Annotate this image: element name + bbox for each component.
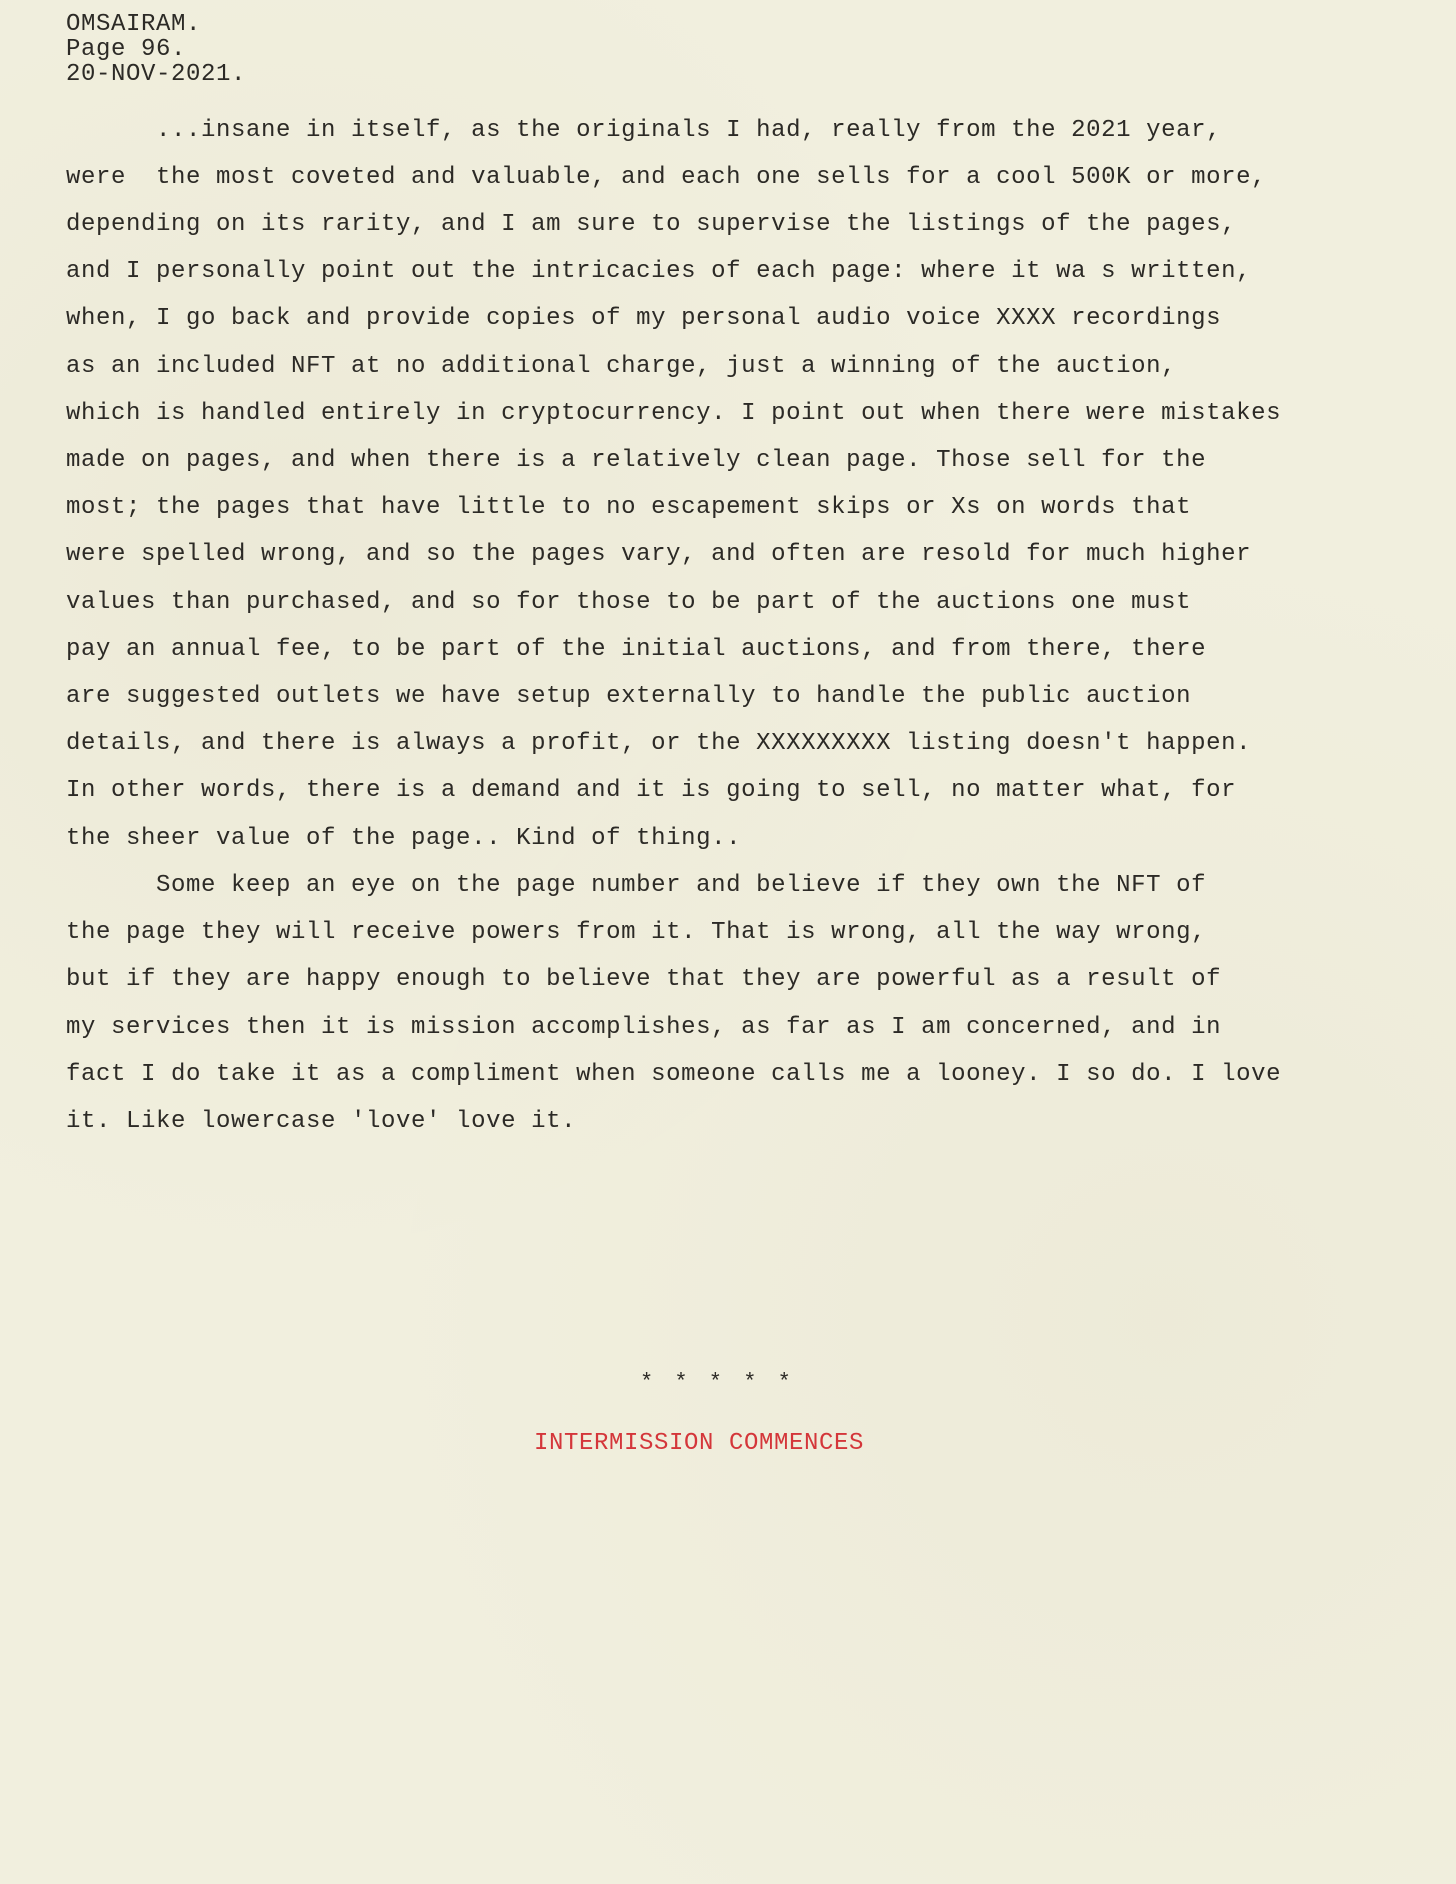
text-line: pay an annual fee, to be part of the initial auctions, and from there, there xyxy=(66,636,1207,663)
text-line: my services then it is mission accomplishes, as far as I am concerned, and in xyxy=(66,1014,1222,1041)
text-line: ...insane in itself, as the originals I had, really from the 2021 year, xyxy=(66,117,1222,144)
page-header xyxy=(66,12,246,87)
text-line: Some keep an eye on the page number and believe if they own the NFT of xyxy=(66,872,1207,899)
text-line: details, and there is always a profit, or the XXXXXXXXX listing doesn't happen. xyxy=(66,730,1252,757)
text-line: are suggested outlets we have setup externally to handle the public auction xyxy=(66,683,1192,710)
text-line: were spelled wrong, and so the pages vary, and often are resold for much higher xyxy=(66,541,1252,568)
header-title: OMSAIRAM. xyxy=(66,11,202,38)
text-line: the page they will receive powers from it. That is wrong, all the way wrong, xyxy=(66,919,1207,946)
text-line: which is handled entirely in cryptocurrency. I point out when there were mistakes xyxy=(66,400,1282,427)
text-line: the sheer value of the page.. Kind of thing.. xyxy=(66,825,742,852)
header-page-number: Page 96. xyxy=(66,36,187,63)
section-break-stars: * * * * * xyxy=(640,1370,795,1395)
text-line: depending on its rarity, and I am sure to supervise the listings of the pages, xyxy=(66,211,1237,238)
intermission-heading: INTERMISSION COMMENCES xyxy=(534,1430,865,1457)
text-line: fact I do take it as a compliment when someone calls me a looney. I so do. I love xyxy=(66,1061,1282,1088)
text-line: it. Like lowercase 'love' love it. xyxy=(66,1108,577,1135)
text-line: In other words, there is a demand and it is going to sell, no matter what, for xyxy=(66,777,1237,804)
text-line: values than purchased, and so for those to be part of the auctions one must xyxy=(66,589,1192,616)
text-line: and I personally point out the intricacies of each page: where it wa s written, xyxy=(66,258,1252,285)
text-line: were the most coveted and valuable, and each one sells for a cool 500K or more, xyxy=(66,164,1267,191)
text-line: made on pages, and when there is a relatively clean page. Those sell for the xyxy=(66,447,1207,474)
text-line: when, I go back and provide copies of my personal audio voice XXXX recordings xyxy=(66,305,1222,332)
text-line: as an included NFT at no additional charge, just a winning of the auction, xyxy=(66,353,1177,380)
header-date: 20-NOV-2021. xyxy=(66,61,247,88)
text-line: most; the pages that have little to no escapement skips or Xs on words that xyxy=(66,494,1192,521)
text-line: but if they are happy enough to believe that they are powerful as a result of xyxy=(66,966,1222,993)
